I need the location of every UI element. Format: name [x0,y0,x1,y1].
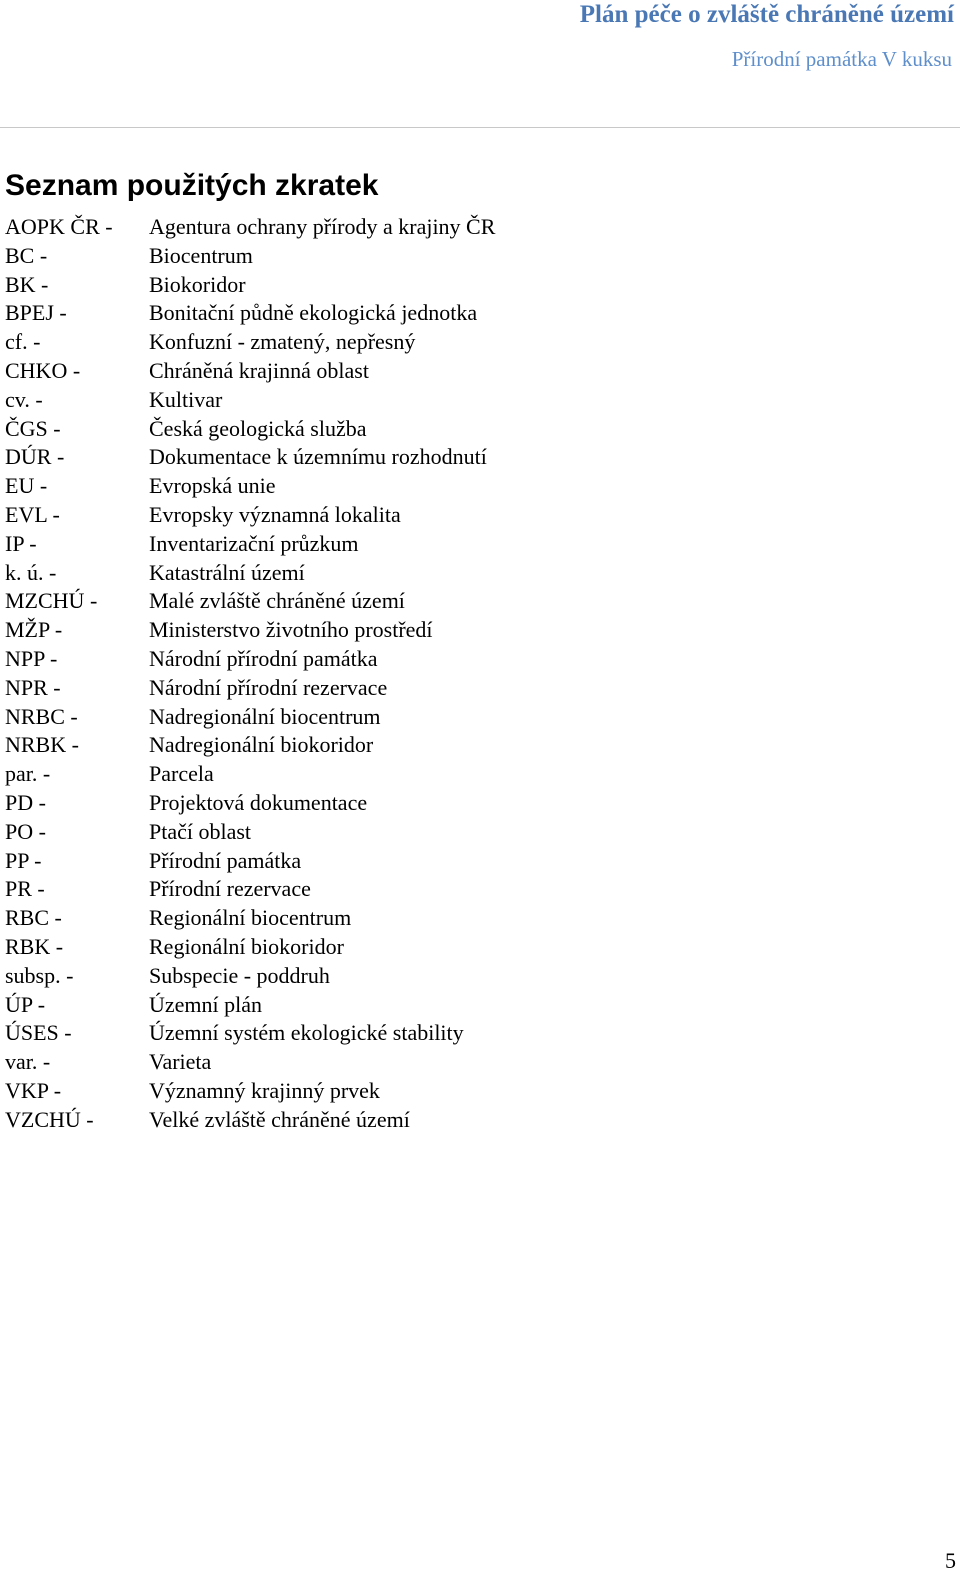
abbreviation-row [5,1106,705,1135]
abbreviation-code: ČGS - [5,415,61,441]
abbreviation-row [5,271,705,300]
abbreviation-row [5,847,705,876]
abbreviation-meaning: Bonitační půdně ekologická jednotka [149,300,478,326]
abbreviation-row [5,213,705,242]
abbreviation-meaning: Subspecie - poddruh [149,962,330,988]
abbreviation-row [5,933,705,962]
abbreviation-meaning: Parcela [149,761,214,787]
abbreviation-code: subsp. - [5,962,74,988]
abbreviation-meaning: Konfuzní - zmatený, nepřesný [149,329,416,355]
abbreviation-code: k. ú. - [5,559,57,585]
abbreviation-row [5,904,705,933]
abbreviation-row [5,962,705,991]
abbreviation-meaning: Národní přírodní památka [149,645,378,671]
abbreviation-meaning: Kultivar [149,386,223,412]
abbreviation-meaning: Regionální biocentrum [149,905,352,931]
abbreviation-meaning: Chráněná krajinná oblast [149,357,369,383]
abbreviation-code: cf. - [5,329,41,355]
abbreviation-row [5,559,705,588]
abbreviation-meaning: Česká geologická služba [149,415,367,441]
abbreviation-code: ÚSES - [5,1020,72,1046]
abbreviation-code: EVL - [5,501,60,527]
abbreviation-row [5,501,705,530]
abbreviation-meaning: Významný krajinný prvek [149,1077,380,1103]
abbreviation-meaning: Velké zvláště chráněné území [149,1106,410,1132]
abbreviation-code: BC - [5,242,48,268]
abbreviation-code: VKP - [5,1077,62,1103]
abbreviation-meaning: Malé zvláště chráněné území [149,588,405,614]
abbreviation-code: IP - [5,530,37,556]
abbreviation-row [5,760,705,789]
document-subtitle: Přírodní památka V kuksu [731,47,952,71]
page-number: 5 [945,1548,956,1573]
abbreviation-meaning: Územní systém ekologické stability [149,1020,464,1046]
abbreviation-code: PO - [5,818,46,844]
abbreviation-code: RBC - [5,905,62,931]
abbreviation-meaning: Územní plán [149,991,263,1017]
abbreviation-row [5,242,705,271]
abbreviation-row [5,1048,705,1077]
abbreviation-row [5,703,705,732]
abbreviation-row [5,357,705,386]
abbreviation-meaning: Agentura ochrany přírody a krajiny ČR [149,214,496,239]
abbreviation-code: var. - [5,1049,51,1075]
abbreviation-meaning: Katastrální území [149,559,305,585]
abbreviation-row [5,1019,705,1048]
abbreviation-meaning: Přírodní rezervace [149,876,311,902]
abbreviation-row [5,328,705,357]
abbreviation-code: NRBC - [5,703,78,729]
abbreviation-code: BK - [5,271,49,297]
abbreviation-code: PD - [5,789,46,815]
abbreviation-meaning: Biocentrum [149,242,253,268]
abbreviation-code: NRBK - [5,732,79,758]
abbreviation-meaning: Ptačí oblast [149,818,252,844]
abbreviation-row [5,991,705,1020]
abbreviation-row [5,386,705,415]
abbreviation-row [5,789,705,818]
abbreviation-code: PR - [5,876,45,902]
abbreviation-code: MŽP - [5,617,63,643]
abbreviation-meaning: Nadregionální biocentrum [149,703,381,729]
abbreviation-code: MZCHÚ - [5,588,98,614]
abbreviation-list [5,213,705,1135]
abbreviation-code: ÚP - [5,991,46,1017]
abbreviation-code: BPEJ - [5,300,67,326]
abbreviation-row [5,674,705,703]
abbreviation-code: CHKO - [5,357,81,383]
document-title: Plán péče o zvláště chráněné území [579,1,954,28]
abbreviation-meaning: Národní přírodní rezervace [149,674,388,700]
abbreviation-row [5,818,705,847]
abbreviation-row [5,472,705,501]
abbreviation-meaning: Nadregionální biokoridor [149,732,374,758]
abbreviation-code: AOPK ČR - [5,214,113,239]
abbreviation-meaning: Evropsky významná lokalita [149,501,401,527]
abbreviation-code: PP - [5,847,42,873]
abbreviation-row [5,731,705,760]
abbreviation-row [5,587,705,616]
abbreviation-meaning: Varieta [149,1049,212,1075]
abbreviation-row [5,415,705,444]
abbreviation-meaning: Přírodní památka [149,847,302,873]
abbreviation-code: NPR - [5,674,61,700]
abbreviation-meaning: Dokumentace k územnímu rozhodnutí [149,444,487,470]
abbreviation-code: EU - [5,473,48,499]
abbreviation-row [5,530,705,559]
abbreviation-meaning: Projektová dokumentace [149,789,368,815]
abbreviation-row [5,645,705,674]
abbreviation-meaning: Biokoridor [149,271,246,297]
abbreviation-meaning: Regionální biokoridor [149,933,344,959]
abbreviation-row [5,616,705,645]
abbreviation-row [5,299,705,328]
abbreviation-code: cv. - [5,386,43,412]
abbreviation-code: VZCHÚ - [5,1106,94,1132]
abbreviation-code: RBK - [5,933,64,959]
abbreviation-meaning: Evropská unie [149,473,276,499]
abbreviation-code: par. - [5,761,51,787]
abbreviation-code: DÚR - [5,444,65,470]
abbreviation-meaning: Ministerstvo životního prostředí [149,617,433,643]
abbreviation-row [5,875,705,904]
section-heading: Seznam použitých zkratek [5,169,379,202]
abbreviation-meaning: Inventarizační průzkum [149,530,359,556]
abbreviation-row [5,1077,705,1106]
abbreviation-code: NPP - [5,645,58,671]
page-header [0,0,960,128]
abbreviation-row [5,443,705,472]
